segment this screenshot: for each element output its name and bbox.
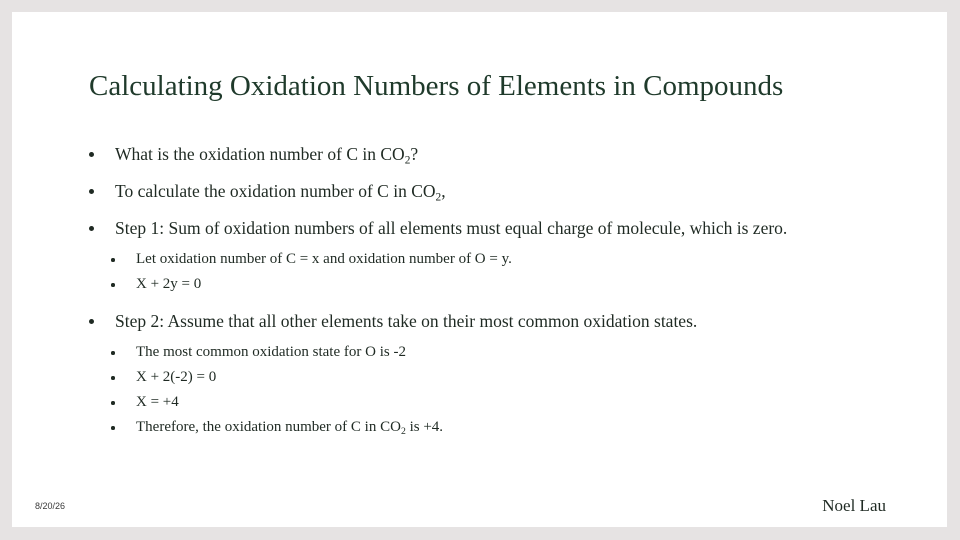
footer-author: Noel Lau [822,496,886,515]
sub-bullet-item: The most common oxidation state for O is -2 [87,342,907,362]
slide [12,12,947,527]
bullet-item: Step 2: Assume that all other elements take on their most common oxidation states. [87,309,907,333]
bullet-item: To calculate the oxidation number of C in $CO_2$, [87,179,907,203]
bullet-item: Step 1: Sum of oxidation numbers of all elements must equal charge of molecule, which is zero. [87,216,907,240]
bullet-dot-icon [89,226,94,231]
bullet-dot-icon [89,189,94,194]
bullet-dot-icon [111,258,115,262]
bullet-dot-icon [89,152,94,157]
bullet-dot-icon [111,376,115,380]
bullet-item: What is the oxidation number of C in $CO_2$? [87,142,907,166]
sub-bullet-item: X = +4 [87,392,907,412]
bullet-dot-icon [111,283,115,287]
slide-title: Calculating Oxidation Numbers of Elements in Compounds [89,70,784,102]
bullet-list [87,142,907,446]
sub-bullet-item: Therefore, the oxidation number of C in $CO_2$ is +4. [87,417,907,437]
bullet-dot-icon [89,319,94,324]
sub-bullet-item: Let oxidation number of C = x and oxidation number of O = y. [87,249,907,269]
bullet-dot-icon [111,401,115,405]
sub-bullet-item: X + 2y = 0 [87,274,907,294]
bullet-dot-icon [111,351,115,355]
footer-date: 8/20/26 [35,501,66,511]
sub-bullet-item: X + 2(-2) = 0 [87,367,907,387]
bullet-dot-icon [111,426,115,430]
